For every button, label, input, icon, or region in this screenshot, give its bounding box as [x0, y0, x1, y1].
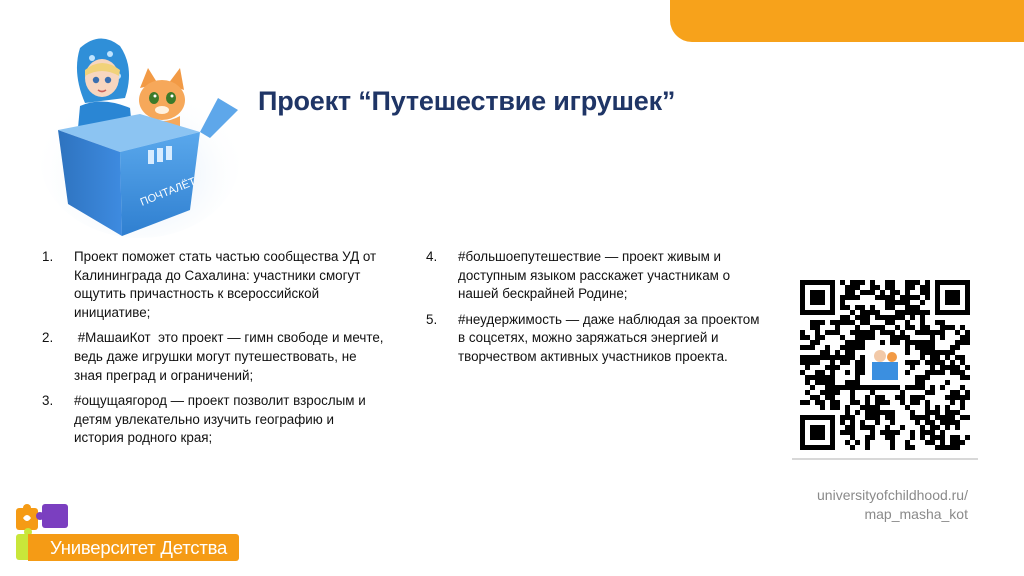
list-number: 2.	[42, 330, 54, 346]
list-number: 5.	[426, 311, 438, 327]
list-text: #большоепутешествие — проект живым и доступным языком расскажет участникам о нашей бескрайней Родине;	[458, 249, 731, 302]
list-item	[426, 248, 766, 304]
page-title: Проект “Путешествие игрушек”	[258, 86, 676, 116]
logo-text: Университет Детства	[50, 537, 228, 558]
benefits-list-left	[42, 248, 387, 455]
url-line-1: universityofchildhood.ru/	[817, 487, 968, 503]
list-text: #МашаиКот это проект — гимн свободе и мечте, ведь даже игрушки могут путешествовать, не зная преград и ограничений;	[74, 330, 388, 383]
qr-code[interactable]	[792, 272, 978, 460]
list-number: 1.	[42, 249, 54, 264]
list-item	[426, 311, 766, 367]
list-text: Проект поможет стать частью сообщества УД от Калининграда до Сахалина: участники смогут ощутить причастность к всероссийской инициативе;	[74, 249, 377, 320]
list-text: #неудержимость — даже наблюдая за проектом в соцсетях, можно заряжаться энергией и творчеством активных участников проекта.	[458, 311, 760, 364]
list-item	[42, 329, 387, 385]
project-url[interactable]	[817, 486, 968, 524]
masha-and-cat-illustration	[40, 28, 240, 238]
box-label: ПОЧТАЛЁТ	[138, 175, 198, 209]
list-number: 3.	[42, 393, 54, 409]
list-text: #ощущаягород — проект позволит взрослым и детям увлекательно изучить географию и история родного края;	[74, 393, 366, 446]
qr-code-image	[800, 280, 970, 450]
url-line-2: map_masha_kot	[864, 506, 968, 522]
list-item	[42, 248, 387, 322]
header-accent-bar	[670, 0, 1024, 42]
benefits-list-right	[426, 248, 766, 374]
list-number: 4.	[426, 249, 438, 264]
list-item	[42, 392, 387, 448]
